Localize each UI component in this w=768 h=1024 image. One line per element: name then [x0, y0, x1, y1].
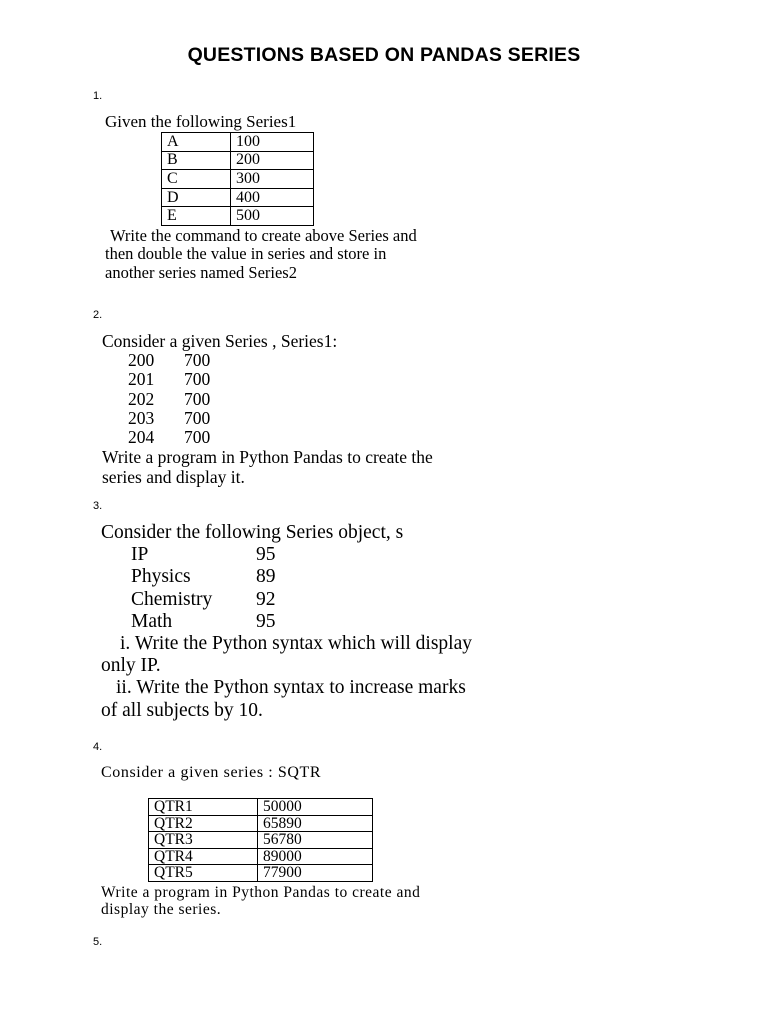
index-cell: D	[162, 188, 231, 207]
question-4-intro: Consider a given series : SQTR	[101, 764, 322, 781]
table-row	[162, 207, 314, 226]
series-row-value: 700	[184, 389, 211, 409]
index-cell: QTR1	[149, 799, 258, 816]
question-4-number: 4.	[93, 741, 103, 753]
value-cell: 50000	[258, 799, 373, 816]
value-cell: 89000	[258, 848, 373, 865]
index-cell: QTR3	[149, 832, 258, 849]
index-cell: C	[162, 170, 231, 189]
question-5-number: 5.	[93, 936, 103, 948]
question-4-text-1: Write a program in Python Pandas to create and	[101, 884, 421, 901]
index-cell: QTR4	[149, 848, 258, 865]
value-cell: 56780	[258, 832, 373, 849]
series-row-value: 700	[184, 408, 211, 428]
table-row	[149, 865, 373, 882]
question-2-text-1: Write a program in Python Pandas to create the	[102, 447, 433, 467]
question-3-part-i-cont: only IP.	[101, 655, 161, 676]
index-cell: QTR5	[149, 865, 258, 882]
value-cell: 500	[231, 207, 314, 226]
table-row	[149, 799, 373, 816]
series-row-index: IP	[131, 544, 149, 565]
table-row	[162, 133, 314, 152]
question-3-part-ii-cont: of all subjects by 10.	[101, 700, 263, 721]
index-cell: QTR2	[149, 815, 258, 832]
value-cell: 100	[231, 133, 314, 152]
series-row-value: 700	[184, 369, 211, 389]
series-row-value: 95	[256, 544, 276, 565]
question-2-text-2: series and display it.	[102, 467, 245, 487]
series-row-index: 204	[128, 427, 155, 447]
table-row	[149, 815, 373, 832]
question-3-part-ii: ii. Write the Python syntax to increase marks	[116, 677, 466, 698]
value-cell: 77900	[258, 865, 373, 882]
series-row-index: Chemistry	[131, 589, 213, 610]
series-row-value: 89	[256, 566, 276, 587]
question-4-text-2: display the series.	[101, 901, 222, 918]
series-row-index: 201	[128, 369, 155, 389]
table-row	[162, 151, 314, 170]
value-cell: 400	[231, 188, 314, 207]
series-row-value: 92	[256, 589, 276, 610]
series-row-index: Physics	[131, 566, 191, 587]
question-2-number: 2.	[93, 309, 103, 321]
value-cell: 200	[231, 151, 314, 170]
value-cell: 300	[231, 170, 314, 189]
index-cell: B	[162, 151, 231, 170]
series-row-index: 200	[128, 350, 155, 370]
question-1-number: 1.	[93, 90, 103, 102]
question-3-part-i: i. Write the Python syntax which will display	[120, 633, 472, 654]
question-1-text-1: Write the command to create above Series and	[110, 226, 417, 245]
table-row	[149, 848, 373, 865]
series-row-value: 95	[256, 611, 276, 632]
series-row-value: 700	[184, 427, 211, 447]
table-row	[162, 170, 314, 189]
page-title: QUESTIONS BASED ON PANDAS SERIES	[187, 44, 581, 66]
question-1-intro: Given the following Series1	[105, 112, 297, 131]
index-cell: A	[162, 133, 231, 152]
index-cell: E	[162, 207, 231, 226]
question-2-intro: Consider a given Series , Series1:	[102, 331, 338, 351]
question-3-intro: Consider the following Series object, s	[101, 522, 404, 543]
series1-table	[161, 132, 314, 226]
table-row	[149, 832, 373, 849]
question-1-text-3: another series named Series2	[105, 263, 297, 282]
table-row	[162, 188, 314, 207]
question-1-text-2: then double the value in series and store in	[105, 244, 387, 263]
series-row-index: 203	[128, 408, 155, 428]
question-3-number: 3.	[93, 500, 103, 512]
series-row-value: 700	[184, 350, 211, 370]
series-row-index: Math	[131, 611, 173, 632]
sqtr-table	[148, 798, 373, 882]
series-row-index: 202	[128, 389, 155, 409]
value-cell: 65890	[258, 815, 373, 832]
